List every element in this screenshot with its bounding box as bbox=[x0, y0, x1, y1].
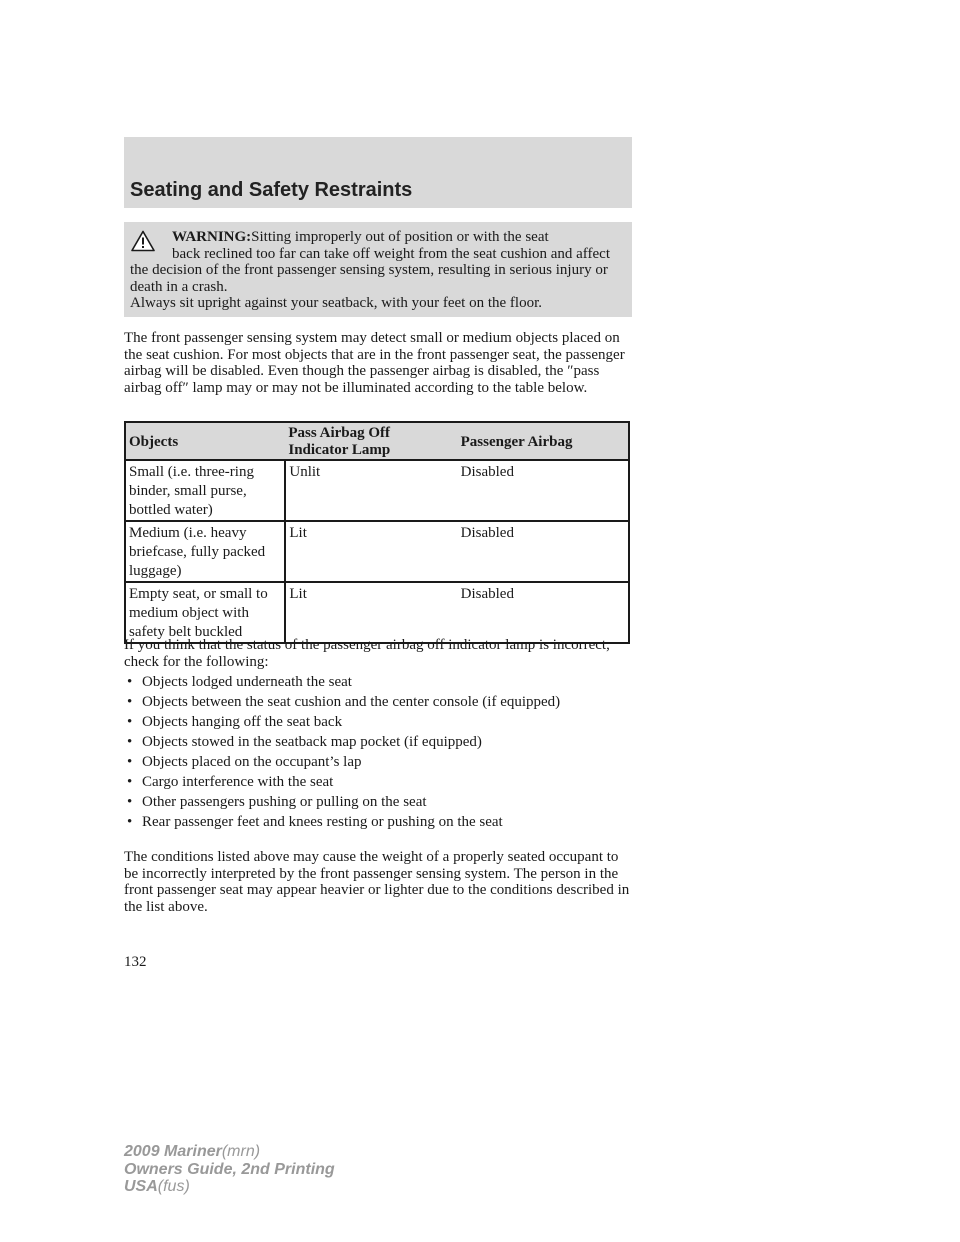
table-cell: Disabled bbox=[458, 460, 629, 521]
table-cell: Empty seat, or small to medium object with safety belt buckled bbox=[125, 582, 285, 643]
footer-guide: Owners Guide, 2nd Printing bbox=[124, 1160, 335, 1178]
table-header-row bbox=[125, 422, 629, 460]
table-cell: Unlit bbox=[285, 460, 457, 521]
page-number: 132 bbox=[124, 954, 147, 970]
list-item: • Other passengers pushing or pulling on the seat bbox=[124, 794, 632, 811]
list-item: • Rear passenger feet and knees resting or pushing on the seat bbox=[124, 814, 632, 831]
table-header-cell: Pass Airbag Off Indicator Lamp bbox=[285, 422, 457, 460]
footer-model: 2009 Mariner bbox=[124, 1143, 222, 1160]
list-item: • Objects lodged underneath the seat bbox=[124, 674, 632, 691]
table-cell: Disabled bbox=[458, 582, 629, 643]
table-row bbox=[125, 521, 629, 582]
warning-text-a: Sitting improperly out of position or with the seat bbox=[251, 229, 549, 245]
checklist bbox=[124, 674, 632, 834]
section-title: Seating and Safety Restraints bbox=[130, 179, 413, 201]
list-item: • Objects placed on the occupant’s lap bbox=[124, 754, 632, 771]
footer-model-code: (mrn) bbox=[221, 1143, 261, 1160]
warning-label: WARNING: bbox=[172, 229, 252, 245]
table-cell: Medium (i.e. heavy briefcase, fully packed luggage) bbox=[125, 521, 285, 582]
list-item: • Objects stowed in the seatback map pocket (if equipped) bbox=[124, 734, 632, 751]
table-cell: Small (i.e. three-ring binder, small purse, bottled water) bbox=[125, 460, 285, 521]
conclusion-paragraph: The conditions listed above may cause the weight of a properly seated occupant to be incorrectly interpreted by the front passenger sensing system. The person in the front passenger seat may appear heavier or lighter due to the conditions described in the list above. bbox=[124, 849, 630, 915]
table-cell: Disabled bbox=[458, 521, 629, 582]
list-item: • Objects hanging off the seat back bbox=[124, 714, 632, 731]
table-cell: Lit bbox=[285, 521, 457, 582]
warning-box bbox=[124, 222, 632, 317]
table-header-cell: Objects bbox=[125, 422, 285, 460]
list-item: • Cargo interference with the seat bbox=[124, 774, 632, 791]
intro-paragraph: The front passenger sensing system may detect small or medium objects placed on the seat cushion. For most objects that are in the front passenger seat, the passenger airbag will be disabled. Even though the passenger airbag is disabled, the ″pass airbag off″ lamp may or may not be illuminated according to the table below. bbox=[124, 330, 625, 396]
footer-region-code: (fus) bbox=[157, 1178, 190, 1195]
footer-region: USA bbox=[124, 1178, 158, 1195]
table-row bbox=[125, 460, 629, 521]
section-header bbox=[124, 137, 632, 208]
table-cell: Lit bbox=[285, 582, 457, 643]
footer bbox=[124, 1143, 335, 1196]
warning-text-c: Always sit upright against your seatback, with your feet on the floor. bbox=[130, 295, 542, 311]
objects-table bbox=[124, 421, 630, 644]
warning-text-b: back reclined too far can take off weight from the seat cushion and affect the decision of the front passenger sensing system, resulting in serious injury or death in a crash. bbox=[130, 245, 611, 295]
table-header-cell: Passenger Airbag bbox=[458, 422, 629, 460]
check-intro-paragraph: If you think that the status of the passenger airbag off indicator lamp is incorrect, check for the following: bbox=[124, 637, 610, 670]
list-item: • Objects between the seat cushion and the center console (if equipped) bbox=[124, 694, 632, 711]
warning-text bbox=[130, 229, 630, 312]
table-row bbox=[125, 582, 629, 643]
